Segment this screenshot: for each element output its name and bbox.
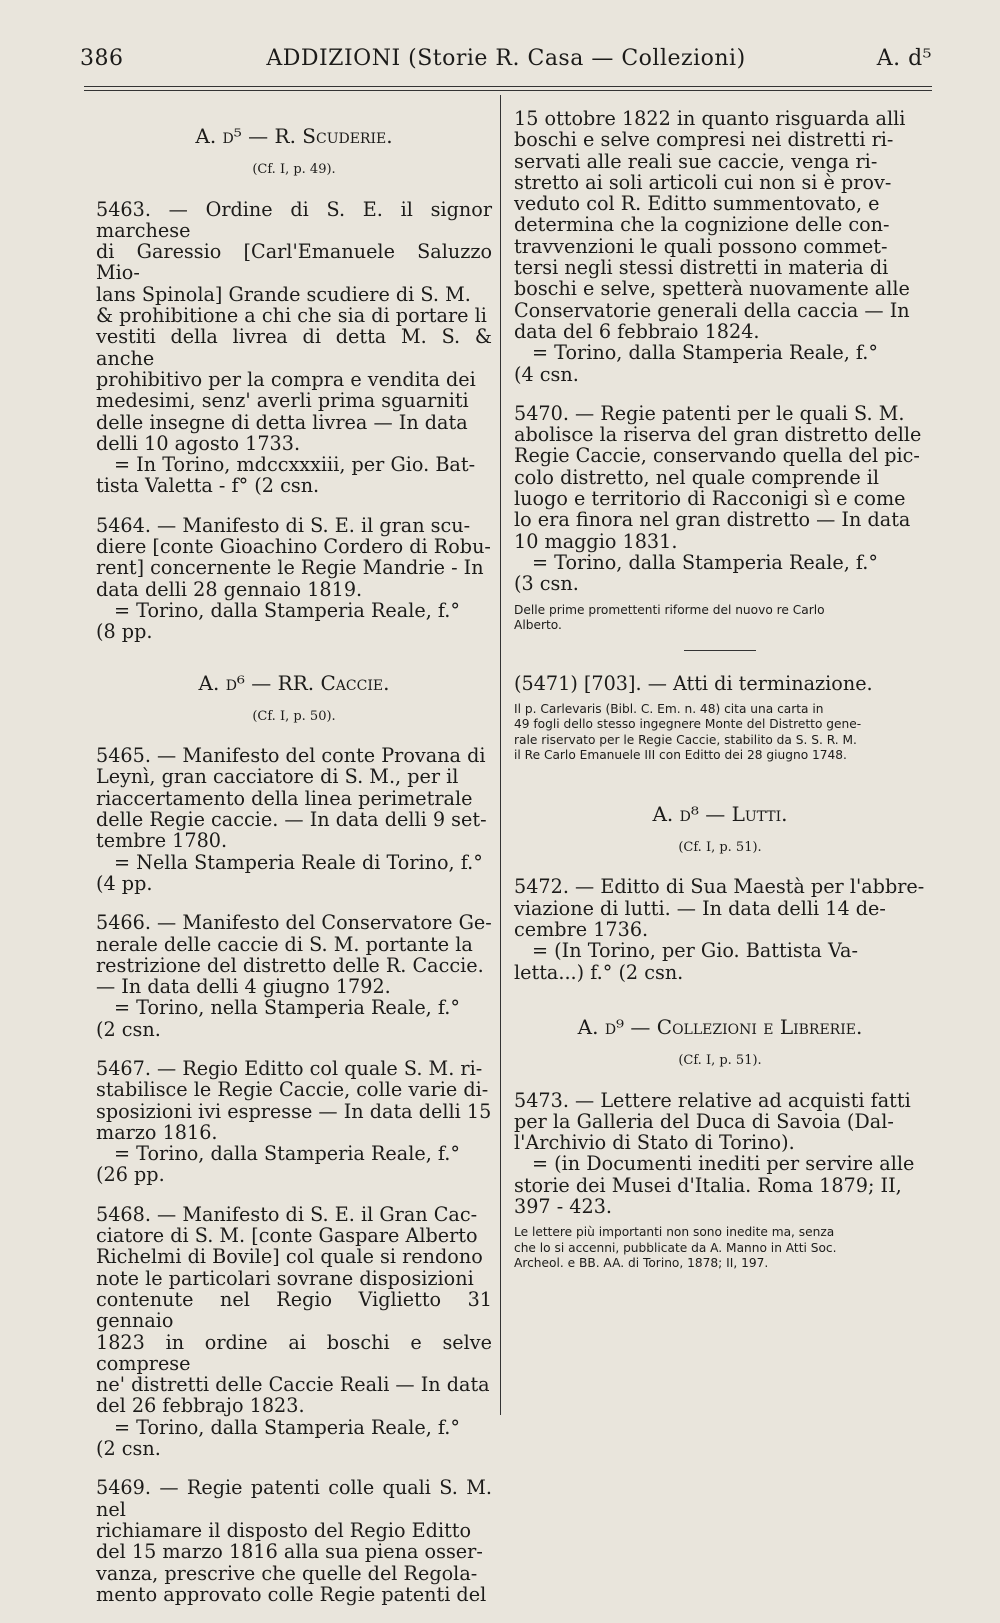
entry-5467 — [96, 1058, 492, 1186]
text-line: l'Archivio di Stato di Torino). — [514, 1131, 795, 1155]
text-line: Richelmi di Bovile] col quale si rendono — [96, 1245, 483, 1269]
text-line: richiamare il disposto del Regio Editto — [96, 1518, 472, 1542]
text-line: rent] concernente le Regie Mandrie - In — [96, 556, 484, 580]
section-ref-collezioni: (Cf. I, p. 51). — [678, 1053, 762, 1069]
section-title-collezioni: A. d⁹ — Collezioni e Librerie. — [577, 1014, 863, 1039]
text-line: storie dei Musei d'Italia. Roma 1879; II, — [514, 1173, 902, 1197]
text-line: data delli 28 gennaio 1819. — [96, 577, 363, 601]
header-rule-top — [84, 86, 932, 87]
note-line: Alberto. — [514, 618, 562, 633]
text-line: 5473. — Lettere relative ad acquisti fatti — [514, 1088, 911, 1112]
right-column — [514, 108, 926, 1286]
note-line: Le lettere più importanti non sono inedite ma, senza — [514, 1225, 835, 1240]
section-title-caccie: A. d⁶ — RR. Caccie. — [198, 670, 390, 695]
text-line: veduto col R. Editto summentovato, e — [514, 192, 880, 216]
text-line: delli 10 agosto 1733. — [96, 431, 301, 455]
text-line: (2 csn. — [96, 1437, 161, 1461]
text-line: tembre 1780. — [96, 829, 228, 853]
text-line: = Torino, dalla Stamperia Reale, f.° — [114, 598, 461, 622]
text-line: (5471) [703]. — Atti di terminazione. — [514, 671, 873, 695]
left-column — [96, 104, 492, 1623]
text-line: travvenzioni le quali possono commet- — [514, 234, 888, 258]
text-line: = (In Torino, per Gio. Battista Va- — [532, 939, 858, 963]
text-line: del 15 marzo 1816 alla sua piena osser- — [96, 1540, 483, 1564]
text-line: 5472. — Editto di Sua Maestà per l'abbre- — [514, 875, 925, 899]
entry-5464 — [96, 515, 492, 643]
text-line: Leynì, gran cacciatore di S. M., per il — [96, 765, 459, 789]
text-line: = Torino, dalla Stamperia Reale, f.° — [532, 341, 879, 365]
text-line: (26 pp. — [96, 1163, 165, 1187]
footnote-5470 — [514, 603, 926, 634]
text-line: 5467. — Regio Editto col quale S. M. ri- — [96, 1056, 483, 1080]
text-line: cembre 1736. — [514, 918, 649, 942]
text-line: vestiti della livrea di detta M. S. & anche — [96, 325, 492, 370]
text-line: (8 pp. — [96, 620, 153, 644]
note-line: che lo si accenni, pubblicate da A. Manno in Atti Soc. — [514, 1240, 837, 1255]
text-line: restrizione del distretto delle R. Caccie. — [96, 953, 484, 977]
text-line: 397 - 423. — [514, 1194, 613, 1218]
section-ref-lutti: (Cf. I, p. 51). — [678, 840, 762, 856]
text-line: = Nella Stamperia Reale di Torino, f.° — [114, 850, 483, 874]
entry-5471 — [514, 673, 926, 694]
text-line: luogo e territorio di Racconigi sì e come — [514, 487, 906, 511]
text-line: ciatore di S. M. [conte Gaspare Alberto — [96, 1224, 478, 1248]
text-line: mento approvato colle Regie patenti del — [96, 1582, 487, 1606]
text-line: boschi e selve compresi nei distretti ri- — [514, 128, 894, 152]
text-line: tersi negli stessi distretti in materia di — [514, 256, 889, 280]
text-line: abolisce la riserva del gran distretto delle — [514, 423, 922, 447]
note-line: Delle prime promettenti riforme del nuovo re Carlo — [514, 602, 825, 617]
section-mark: A. d⁵ — [876, 46, 932, 71]
text-line: tista Valetta - f° (2 csn. — [96, 474, 320, 498]
entry-5466 — [96, 912, 492, 1040]
text-line: Conservatorie generali della caccia — In — [514, 298, 910, 322]
text-line: lo era finora nel gran distretto — In data — [514, 508, 911, 532]
text-line: 5464. — Manifesto di S. E. il gran scu- — [96, 513, 471, 537]
text-line: determina che la cognizione delle con- — [514, 213, 890, 237]
text-line: = In Torino, mdccxxxiii, per Gio. Bat- — [114, 453, 476, 477]
text-line: colo distretto, nel quale comprende il — [514, 465, 880, 489]
text-line: ne' distretti delle Caccie Reali — In data — [96, 1373, 490, 1397]
note-line: Archeol. e BB. AA. di Torino, 1878; II, 197. — [514, 1256, 769, 1271]
text-line: 5470. — Regie patenti per le quali S. M. — [514, 401, 905, 425]
text-line: servati alle reali sue caccie, venga ri- — [514, 149, 878, 173]
text-line: (4 pp. — [96, 871, 153, 895]
text-line: note le particolari sovrane disposizioni — [96, 1266, 474, 1290]
text-line: marzo 1816. — [96, 1120, 218, 1144]
text-line: di Garessio [Carl'Emanuele Saluzzo Mio- — [96, 240, 492, 285]
text-line: (2 csn. — [96, 1017, 161, 1041]
text-line: delle insegne di detta livrea — In data — [96, 410, 468, 434]
text-line: — In data delli 4 giugno 1792. — [96, 975, 391, 999]
header-rule-bottom — [84, 90, 932, 91]
text-line: = Torino, dalla Stamperia Reale, f.° — [532, 550, 879, 574]
running-title: ADDIZIONI (Storie R. Casa — Collezioni) — [266, 46, 746, 71]
text-line: 5469. — Regie patenti colle quali S. M. nel — [96, 1476, 492, 1521]
text-line: lans Spinola] Grande scudiere di S. M. — [96, 282, 471, 306]
text-line: del 26 febbrajo 1823. — [96, 1394, 305, 1418]
entry-5472 — [514, 876, 926, 982]
entry-5465 — [96, 745, 492, 894]
text-line: 5468. — Manifesto di S. E. il Gran Cac- — [96, 1202, 478, 1226]
text-line: viazione di lutti. — In data delli 14 de- — [514, 896, 886, 920]
entry-5470 — [514, 403, 926, 595]
text-line: 10 maggio 1831. — [514, 529, 678, 553]
text-line: stretto ai soli articoli cui non si è prov- — [514, 170, 892, 194]
text-line: 5466. — Manifesto del Conservatore Ge- — [96, 911, 492, 935]
page-header — [80, 46, 932, 86]
text-line: prohibitivo per la compra e vendita dei — [96, 367, 476, 391]
section-ref-caccie: (Cf. I, p. 50). — [252, 708, 336, 724]
note-line: il Re Carlo Emanuele III con Editto dei 28 giugno 1748. — [514, 748, 847, 763]
text-line: contenute nel Regio Viglietto 31 gennaio — [96, 1287, 492, 1333]
text-line: (3 csn. — [514, 572, 579, 596]
section-title-lutti: A. d⁸ — Lutti. — [652, 801, 788, 826]
text-line: 1823 in ordine ai boschi e selve comprese — [96, 1330, 492, 1375]
text-line: 5463. — Ordine di S. E. il signor marchese — [96, 197, 492, 242]
section-title-scuderie: A. d⁵ — R. Scuderie. — [195, 124, 393, 148]
text-line: vanza, prescrive che quelle del Regola- — [96, 1561, 478, 1585]
text-line: medesimi, senz' averli prima sguarniti — [96, 389, 469, 413]
text-line: & prohibitione a chi che sia di portare li — [96, 304, 487, 328]
text-line: letta...) f.° (2 csn. — [514, 960, 684, 984]
text-line: data del 6 febbraio 1824. — [514, 319, 760, 343]
text-line: nerale delle caccie di S. M. portante la — [96, 932, 473, 956]
text-line: per la Galleria del Duca di Savoia (Dal- — [514, 1109, 894, 1133]
text-line: riaccertamento della linea perimetrale — [96, 786, 473, 810]
text-line: boschi e selve, spetterà nuovamente alle — [514, 277, 910, 301]
text-line: = (in Documenti inediti per servire alle — [532, 1152, 915, 1176]
column-divider — [500, 95, 501, 1415]
note-line: Il p. Carlevaris (Bibl. C. Em. n. 48) cita una carta in — [514, 701, 824, 716]
text-line: diere [conte Gioachino Cordero di Robu- — [96, 535, 491, 559]
entry-5473 — [514, 1090, 926, 1218]
text-line: sposizioni ivi espresse — In data delli 15 — [96, 1099, 492, 1123]
page-number: 386 — [80, 46, 124, 71]
note-line: rale riservato per le Regie Caccie, stabilito da S. S. R. M. — [514, 732, 857, 747]
text-line: stabilisce le Regie Caccie, colle varie di- — [96, 1078, 489, 1102]
section-ref-scuderie: (Cf. I, p. 49). — [252, 162, 336, 178]
text-line: Regie Caccie, conservando quella del pic- — [514, 444, 920, 468]
text-line: 5465. — Manifesto del conte Provana di — [96, 744, 486, 768]
entry-5469-continued — [514, 108, 926, 385]
separator-rule — [684, 650, 756, 651]
text-line: 15 ottobre 1822 in quanto risguarda alli — [514, 107, 906, 130]
text-line: = Torino, nella Stamperia Reale, f.° — [114, 996, 460, 1020]
footnote-5473 — [514, 1225, 926, 1272]
entry-5468 — [96, 1204, 492, 1460]
text-line: = Torino, dalla Stamperia Reale, f.° — [114, 1142, 461, 1166]
text-line: delle Regie caccie. — In data delli 9 set- — [96, 808, 487, 832]
entry-5469 — [96, 1477, 492, 1605]
entry-5463 — [96, 199, 492, 497]
footnote-5471 — [514, 702, 926, 764]
text-line: = Torino, dalla Stamperia Reale, f.° — [114, 1415, 461, 1439]
text-line: (4 csn. — [514, 362, 579, 386]
note-line: 49 fogli dello stesso ingegnere Monte del Distretto gene- — [514, 717, 862, 732]
